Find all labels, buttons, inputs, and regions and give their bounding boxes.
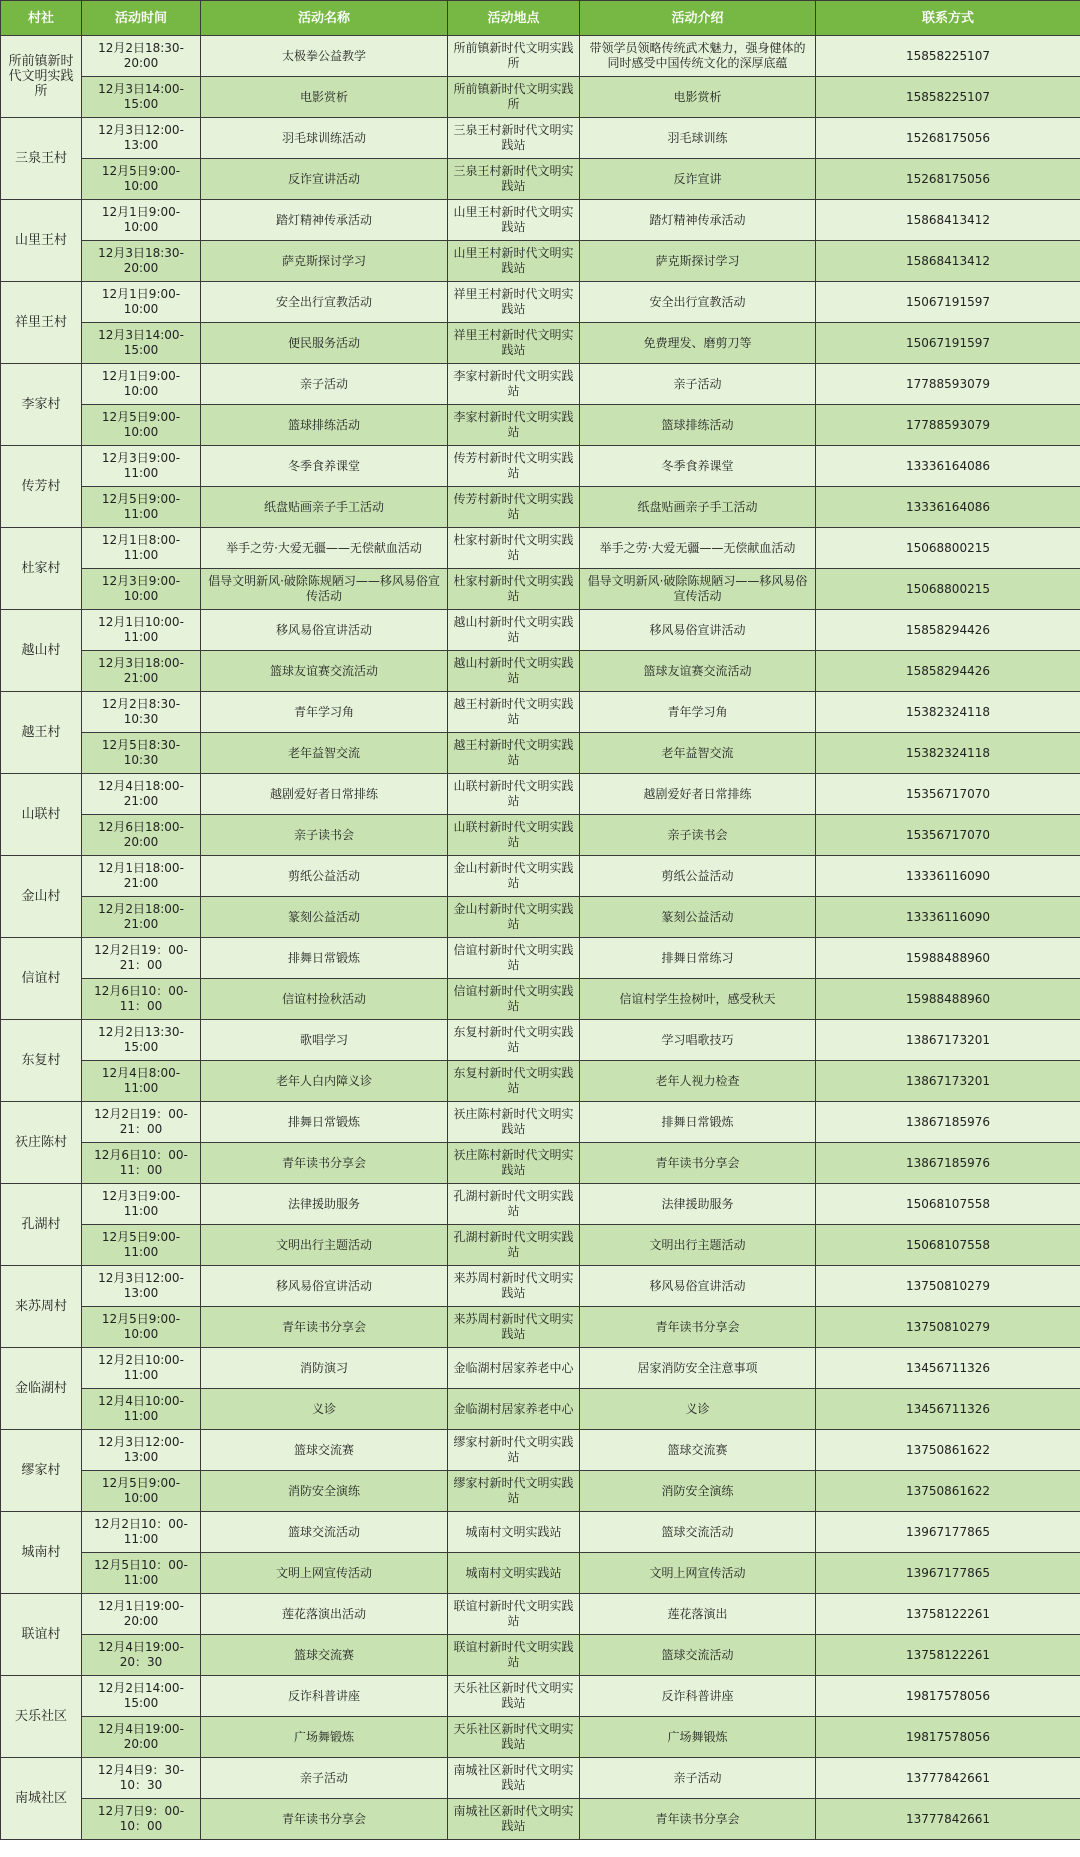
activity-name-cell: 安全出行宣教活动 [201, 282, 448, 323]
table-row [1, 1143, 1080, 1184]
phone-cell: 15858294426 [816, 651, 1080, 692]
intro-cell: 消防安全演练 [580, 1471, 816, 1512]
intro-cell: 篮球友谊赛交流活动 [580, 651, 816, 692]
table-row [1, 282, 1080, 323]
intro-cell: 电影赏析 [580, 77, 816, 118]
table-row [1, 856, 1080, 897]
location-cell: 所前镇新时代文明实践所 [448, 77, 580, 118]
activity-name-cell: 反诈科普讲座 [201, 1676, 448, 1717]
activity-name-cell: 亲子活动 [201, 1758, 448, 1799]
location-cell: 南城社区新时代文明实践站 [448, 1758, 580, 1799]
location-cell: 金临湖村居家养老中心 [448, 1348, 580, 1389]
header-village: 村社 [1, 1, 82, 36]
time-cell: 12月2日18:00-21:00 [82, 897, 201, 938]
village-cell: 杜家村 [1, 528, 82, 610]
intro-cell: 老年人视力检查 [580, 1061, 816, 1102]
village-cell: 缪家村 [1, 1430, 82, 1512]
time-cell: 12月2日14:00-15:00 [82, 1676, 201, 1717]
time-cell: 12月5日9:00-10:00 [82, 1307, 201, 1348]
intro-cell: 排舞日常锻炼 [580, 1102, 816, 1143]
activity-name-cell: 越剧爱好者日常排练 [201, 774, 448, 815]
location-cell: 来苏周村新时代文明实践站 [448, 1266, 580, 1307]
table-row [1, 897, 1080, 938]
phone-cell: 15382324118 [816, 692, 1080, 733]
activity-name-cell: 文明出行主题活动 [201, 1225, 448, 1266]
table-row [1, 1471, 1080, 1512]
activity-name-cell: 文明上网宣传活动 [201, 1553, 448, 1594]
table-row [1, 815, 1080, 856]
time-cell: 12月4日19:00-20:00 [82, 1717, 201, 1758]
time-cell: 12月3日9:00-11:00 [82, 446, 201, 487]
village-cell: 三泉王村 [1, 118, 82, 200]
location-cell: 缪家村新时代文明实践站 [448, 1430, 580, 1471]
location-cell: 来苏周村新时代文明实践站 [448, 1307, 580, 1348]
village-cell: 祆庄陈村 [1, 1102, 82, 1184]
table-row [1, 200, 1080, 241]
village-cell: 传芳村 [1, 446, 82, 528]
table-row [1, 569, 1080, 610]
phone-cell: 15268175056 [816, 159, 1080, 200]
table-row [1, 1553, 1080, 1594]
time-cell: 12月6日10：00-11：00 [82, 979, 201, 1020]
activity-name-cell: 倡导文明新风·破除陈规陋习——移风易俗宣传活动 [201, 569, 448, 610]
village-cell: 孔湖村 [1, 1184, 82, 1266]
table-row [1, 487, 1080, 528]
location-cell: 杜家村新时代文明实践站 [448, 569, 580, 610]
location-cell: 越王村新时代文明实践站 [448, 692, 580, 733]
phone-cell: 13336116090 [816, 856, 1080, 897]
location-cell: 李家村新时代文明实践站 [448, 364, 580, 405]
activity-name-cell: 冬季食养课堂 [201, 446, 448, 487]
location-cell: 金山村新时代文明实践站 [448, 897, 580, 938]
activity-name-cell: 青年读书分享会 [201, 1307, 448, 1348]
activity-name-cell: 移风易俗宣讲活动 [201, 610, 448, 651]
phone-cell: 13867185976 [816, 1143, 1080, 1184]
phone-cell: 17788593079 [816, 405, 1080, 446]
location-cell: 天乐社区新时代文明实践站 [448, 1676, 580, 1717]
phone-cell: 15988488960 [816, 979, 1080, 1020]
intro-cell: 篆刻公益活动 [580, 897, 816, 938]
location-cell: 三泉王村新时代文明实践站 [448, 118, 580, 159]
location-cell: 越山村新时代文明实践站 [448, 610, 580, 651]
phone-cell: 13336164086 [816, 487, 1080, 528]
activity-name-cell: 亲子读书会 [201, 815, 448, 856]
phone-cell: 15858294426 [816, 610, 1080, 651]
intro-cell: 青年读书分享会 [580, 1799, 816, 1840]
intro-cell: 文明上网宣传活动 [580, 1553, 816, 1594]
time-cell: 12月3日12:00-13:00 [82, 1430, 201, 1471]
table-row [1, 1430, 1080, 1471]
activity-name-cell: 羽毛球训练活动 [201, 118, 448, 159]
village-cell: 山里王村 [1, 200, 82, 282]
activity-name-cell: 反诈宣讲活动 [201, 159, 448, 200]
location-cell: 山联村新时代文明实践站 [448, 815, 580, 856]
phone-cell: 15858225107 [816, 77, 1080, 118]
location-cell: 山联村新时代文明实践站 [448, 774, 580, 815]
location-cell: 李家村新时代文明实践站 [448, 405, 580, 446]
location-cell: 金临湖村居家养老中心 [448, 1389, 580, 1430]
intro-cell: 篮球交流活动 [580, 1635, 816, 1676]
village-cell: 金山村 [1, 856, 82, 938]
table-row [1, 1717, 1080, 1758]
table-row [1, 405, 1080, 446]
table-row [1, 1102, 1080, 1143]
phone-cell: 13867185976 [816, 1102, 1080, 1143]
table-row [1, 1020, 1080, 1061]
time-cell: 12月2日19：00-21：00 [82, 938, 201, 979]
location-cell: 越山村新时代文明实践站 [448, 651, 580, 692]
time-cell: 12月2日10：00-11:00 [82, 1512, 201, 1553]
time-cell: 12月2日13:30-15:00 [82, 1020, 201, 1061]
intro-cell: 亲子读书会 [580, 815, 816, 856]
phone-cell: 15988488960 [816, 938, 1080, 979]
intro-cell: 亲子活动 [580, 1758, 816, 1799]
village-cell: 东复村 [1, 1020, 82, 1102]
location-cell: 天乐社区新时代文明实践站 [448, 1717, 580, 1758]
phone-cell: 15356717070 [816, 815, 1080, 856]
phone-cell: 13777842661 [816, 1758, 1080, 1799]
activity-name-cell: 剪纸公益活动 [201, 856, 448, 897]
header-activity: 活动名称 [201, 1, 448, 36]
location-cell: 越王村新时代文明实践站 [448, 733, 580, 774]
intro-cell: 亲子活动 [580, 364, 816, 405]
location-cell: 三泉王村新时代文明实践站 [448, 159, 580, 200]
time-cell: 12月5日10：00-11:00 [82, 1553, 201, 1594]
location-cell: 城南村文明实践站 [448, 1512, 580, 1553]
intro-cell: 居家消防安全注意事项 [580, 1348, 816, 1389]
intro-cell: 移风易俗宣讲活动 [580, 610, 816, 651]
village-cell: 天乐社区 [1, 1676, 82, 1758]
table-row [1, 446, 1080, 487]
table-row [1, 774, 1080, 815]
activity-name-cell: 便民服务活动 [201, 323, 448, 364]
intro-cell: 青年学习角 [580, 692, 816, 733]
village-cell: 李家村 [1, 364, 82, 446]
phone-cell: 13750810279 [816, 1266, 1080, 1307]
time-cell: 12月4日9：30-10：30 [82, 1758, 201, 1799]
table-row [1, 528, 1080, 569]
intro-cell: 移风易俗宣讲活动 [580, 1266, 816, 1307]
activity-name-cell: 义诊 [201, 1389, 448, 1430]
table-row [1, 1184, 1080, 1225]
time-cell: 12月5日9:00-11:00 [82, 1225, 201, 1266]
time-cell: 12月5日9:00-10:00 [82, 405, 201, 446]
phone-cell: 17788593079 [816, 364, 1080, 405]
activity-name-cell: 青年读书分享会 [201, 1799, 448, 1840]
intro-cell: 信谊村学生捡树叶，感受秋天 [580, 979, 816, 1020]
time-cell: 12月2日19：00-21：00 [82, 1102, 201, 1143]
intro-cell: 篮球排练活动 [580, 405, 816, 446]
phone-cell: 15068107558 [816, 1184, 1080, 1225]
table-row [1, 1225, 1080, 1266]
table-row [1, 77, 1080, 118]
time-cell: 12月5日9:00-11:00 [82, 487, 201, 528]
intro-cell: 安全出行宣教活动 [580, 282, 816, 323]
activity-name-cell: 篮球交流赛 [201, 1430, 448, 1471]
village-cell: 来苏周村 [1, 1266, 82, 1348]
activity-name-cell: 纸盘贴画亲子手工活动 [201, 487, 448, 528]
intro-cell: 文明出行主题活动 [580, 1225, 816, 1266]
header-phone: 联系方式 [816, 1, 1080, 36]
table-row [1, 938, 1080, 979]
activity-name-cell: 篆刻公益活动 [201, 897, 448, 938]
village-cell: 越山村 [1, 610, 82, 692]
location-cell: 南城社区新时代文明实践站 [448, 1799, 580, 1840]
header-row [1, 1, 1080, 36]
phone-cell: 13758122261 [816, 1635, 1080, 1676]
intro-cell: 义诊 [580, 1389, 816, 1430]
table-row [1, 1061, 1080, 1102]
location-cell: 孔湖村新时代文明实践站 [448, 1184, 580, 1225]
phone-cell: 15868413412 [816, 200, 1080, 241]
time-cell: 12月5日9:00-10:00 [82, 1471, 201, 1512]
phone-cell: 15068800215 [816, 528, 1080, 569]
location-cell: 信谊村新时代文明实践站 [448, 979, 580, 1020]
intro-cell: 篮球交流活动 [580, 1512, 816, 1553]
activity-name-cell: 篮球交流赛 [201, 1635, 448, 1676]
phone-cell: 13758122261 [816, 1594, 1080, 1635]
intro-cell: 篮球交流赛 [580, 1430, 816, 1471]
phone-cell: 15356717070 [816, 774, 1080, 815]
time-cell: 12月3日14:00-15:00 [82, 77, 201, 118]
time-cell: 12月1日9:00-10:00 [82, 364, 201, 405]
village-cell: 金临湖村 [1, 1348, 82, 1430]
activity-name-cell: 歌唱学习 [201, 1020, 448, 1061]
activity-name-cell: 电影赏析 [201, 77, 448, 118]
phone-cell: 13967177865 [816, 1553, 1080, 1594]
table-row [1, 1594, 1080, 1635]
time-cell: 12月1日18:00-21:00 [82, 856, 201, 897]
table-row [1, 610, 1080, 651]
intro-cell: 排舞日常练习 [580, 938, 816, 979]
time-cell: 12月3日9:00-11:00 [82, 1184, 201, 1225]
activity-name-cell: 举手之劳·大爱无疆——无偿献血活动 [201, 528, 448, 569]
time-cell: 12月5日9:00-10:00 [82, 159, 201, 200]
table-row [1, 1676, 1080, 1717]
activity-name-cell: 法律援助服务 [201, 1184, 448, 1225]
intro-cell: 踏灯精神传承活动 [580, 200, 816, 241]
phone-cell: 15068107558 [816, 1225, 1080, 1266]
time-cell: 12月2日10:00-11:00 [82, 1348, 201, 1389]
phone-cell: 15068800215 [816, 569, 1080, 610]
location-cell: 信谊村新时代文明实践站 [448, 938, 580, 979]
intro-cell: 萨克斯探讨学习 [580, 241, 816, 282]
time-cell: 12月3日18:00-21:00 [82, 651, 201, 692]
phone-cell: 13750810279 [816, 1307, 1080, 1348]
phone-cell: 13336164086 [816, 446, 1080, 487]
intro-cell: 剪纸公益活动 [580, 856, 816, 897]
table-row [1, 159, 1080, 200]
table-row [1, 36, 1080, 77]
location-cell: 东复村新时代文明实践站 [448, 1061, 580, 1102]
phone-cell: 13867173201 [816, 1020, 1080, 1061]
time-cell: 12月1日19:00-20:00 [82, 1594, 201, 1635]
village-cell: 南城社区 [1, 1758, 82, 1840]
location-cell: 所前镇新时代文明实践所 [448, 36, 580, 77]
activity-name-cell: 老年人白内障义诊 [201, 1061, 448, 1102]
activity-name-cell: 亲子活动 [201, 364, 448, 405]
activity-name-cell: 莲花落演出活动 [201, 1594, 448, 1635]
village-cell: 祥里王村 [1, 282, 82, 364]
time-cell: 12月3日14:00-15:00 [82, 323, 201, 364]
time-cell: 12月5日8:30-10:30 [82, 733, 201, 774]
table-row [1, 1635, 1080, 1676]
time-cell: 12月4日8:00-11:00 [82, 1061, 201, 1102]
phone-cell: 15858225107 [816, 36, 1080, 77]
intro-cell: 法律援助服务 [580, 1184, 816, 1225]
time-cell: 12月1日9:00-10:00 [82, 200, 201, 241]
location-cell: 孔湖村新时代文明实践站 [448, 1225, 580, 1266]
activity-name-cell: 信谊村捡秋活动 [201, 979, 448, 1020]
time-cell: 12月3日12:00-13:00 [82, 118, 201, 159]
village-cell: 联谊村 [1, 1594, 82, 1676]
location-cell: 金山村新时代文明实践站 [448, 856, 580, 897]
phone-cell: 15067191597 [816, 323, 1080, 364]
intro-cell: 倡导文明新风·破除陈规陋习——移风易俗宣传活动 [580, 569, 816, 610]
time-cell: 12月3日12:00-13:00 [82, 1266, 201, 1307]
phone-cell: 19817578056 [816, 1717, 1080, 1758]
header-location: 活动地点 [448, 1, 580, 36]
time-cell: 12月3日18:30-20:00 [82, 241, 201, 282]
time-cell: 12月1日10:00-11:00 [82, 610, 201, 651]
activity-name-cell: 移风易俗宣讲活动 [201, 1266, 448, 1307]
location-cell: 东复村新时代文明实践站 [448, 1020, 580, 1061]
intro-cell: 青年读书分享会 [580, 1143, 816, 1184]
phone-cell: 13777842661 [816, 1799, 1080, 1840]
location-cell: 联谊村新时代文明实践站 [448, 1635, 580, 1676]
phone-cell: 15868413412 [816, 241, 1080, 282]
location-cell: 传芳村新时代文明实践站 [448, 446, 580, 487]
phone-cell: 15382324118 [816, 733, 1080, 774]
phone-cell: 13336116090 [816, 897, 1080, 938]
time-cell: 12月4日18:00-21:00 [82, 774, 201, 815]
intro-cell: 莲花落演出 [580, 1594, 816, 1635]
location-cell: 杜家村新时代文明实践站 [448, 528, 580, 569]
activity-name-cell: 排舞日常锻炼 [201, 938, 448, 979]
table-row [1, 241, 1080, 282]
table-row [1, 323, 1080, 364]
table-body [1, 36, 1080, 1840]
intro-cell: 老年益智交流 [580, 733, 816, 774]
header-time: 活动时间 [82, 1, 201, 36]
table-row [1, 1799, 1080, 1840]
phone-cell: 13967177865 [816, 1512, 1080, 1553]
table-row [1, 1758, 1080, 1799]
intro-cell: 反诈宣讲 [580, 159, 816, 200]
intro-cell: 带领学员领略传统武术魅力，强身健体的同时感受中国传统文化的深厚底蕴 [580, 36, 816, 77]
activity-name-cell: 消防安全演练 [201, 1471, 448, 1512]
location-cell: 山里王村新时代文明实践站 [448, 241, 580, 282]
activity-name-cell: 篮球交流活动 [201, 1512, 448, 1553]
location-cell: 联谊村新时代文明实践站 [448, 1594, 580, 1635]
table-row [1, 1512, 1080, 1553]
header-intro: 活动介绍 [580, 1, 816, 36]
intro-cell: 举手之劳·大爱无疆——无偿献血活动 [580, 528, 816, 569]
phone-cell: 13456711326 [816, 1389, 1080, 1430]
time-cell: 12月4日10:00-11:00 [82, 1389, 201, 1430]
table-row [1, 1348, 1080, 1389]
activity-name-cell: 青年读书分享会 [201, 1143, 448, 1184]
village-cell: 城南村 [1, 1512, 82, 1594]
phone-cell: 15067191597 [816, 282, 1080, 323]
location-cell: 祆庄陈村新时代文明实践站 [448, 1143, 580, 1184]
intro-cell: 青年读书分享会 [580, 1307, 816, 1348]
intro-cell: 广场舞锻炼 [580, 1717, 816, 1758]
activity-name-cell: 老年益智交流 [201, 733, 448, 774]
activity-name-cell: 排舞日常锻炼 [201, 1102, 448, 1143]
table-row [1, 118, 1080, 159]
village-cell: 越王村 [1, 692, 82, 774]
activity-name-cell: 篮球友谊赛交流活动 [201, 651, 448, 692]
location-cell: 祥里王村新时代文明实践站 [448, 282, 580, 323]
village-cell: 所前镇新时代文明实践所 [1, 36, 82, 118]
table-row [1, 1266, 1080, 1307]
time-cell: 12月1日9:00-10:00 [82, 282, 201, 323]
time-cell: 12月1日8:00-11:00 [82, 528, 201, 569]
activity-name-cell: 消防演习 [201, 1348, 448, 1389]
phone-cell: 15268175056 [816, 118, 1080, 159]
intro-cell: 越剧爱好者日常排练 [580, 774, 816, 815]
phone-cell: 13867173201 [816, 1061, 1080, 1102]
phone-cell: 13750861622 [816, 1471, 1080, 1512]
activity-name-cell: 太极拳公益教学 [201, 36, 448, 77]
table-row [1, 733, 1080, 774]
phone-cell: 19817578056 [816, 1676, 1080, 1717]
intro-cell: 学习唱歌技巧 [580, 1020, 816, 1061]
location-cell: 山里王村新时代文明实践站 [448, 200, 580, 241]
time-cell: 12月2日18:30-20:00 [82, 36, 201, 77]
phone-cell: 13750861622 [816, 1430, 1080, 1471]
time-cell: 12月3日9:00-10:00 [82, 569, 201, 610]
table-row [1, 651, 1080, 692]
time-cell: 12月4日19:00-20：30 [82, 1635, 201, 1676]
location-cell: 城南村文明实践站 [448, 1553, 580, 1594]
intro-cell: 冬季食养课堂 [580, 446, 816, 487]
table-row [1, 1389, 1080, 1430]
location-cell: 祆庄陈村新时代文明实践站 [448, 1102, 580, 1143]
time-cell: 12月6日10：00-11：00 [82, 1143, 201, 1184]
table-row [1, 692, 1080, 733]
activity-name-cell: 萨克斯探讨学习 [201, 241, 448, 282]
table-row [1, 979, 1080, 1020]
location-cell: 缪家村新时代文明实践站 [448, 1471, 580, 1512]
location-cell: 传芳村新时代文明实践站 [448, 487, 580, 528]
activity-name-cell: 踏灯精神传承活动 [201, 200, 448, 241]
table-row [1, 1307, 1080, 1348]
village-cell: 信谊村 [1, 938, 82, 1020]
intro-cell: 免费理发、磨剪刀等 [580, 323, 816, 364]
activity-name-cell: 青年学习角 [201, 692, 448, 733]
intro-cell: 反诈科普讲座 [580, 1676, 816, 1717]
table-row [1, 364, 1080, 405]
village-cell: 山联村 [1, 774, 82, 856]
time-cell: 12月2日8:30-10:30 [82, 692, 201, 733]
intro-cell: 纸盘贴画亲子手工活动 [580, 487, 816, 528]
activity-name-cell: 广场舞锻炼 [201, 1717, 448, 1758]
location-cell: 祥里王村新时代文明实践站 [448, 323, 580, 364]
time-cell: 12月7日9：00-10：00 [82, 1799, 201, 1840]
phone-cell: 13456711326 [816, 1348, 1080, 1389]
activity-name-cell: 篮球排练活动 [201, 405, 448, 446]
time-cell: 12月6日18:00-20:00 [82, 815, 201, 856]
intro-cell: 羽毛球训练 [580, 118, 816, 159]
